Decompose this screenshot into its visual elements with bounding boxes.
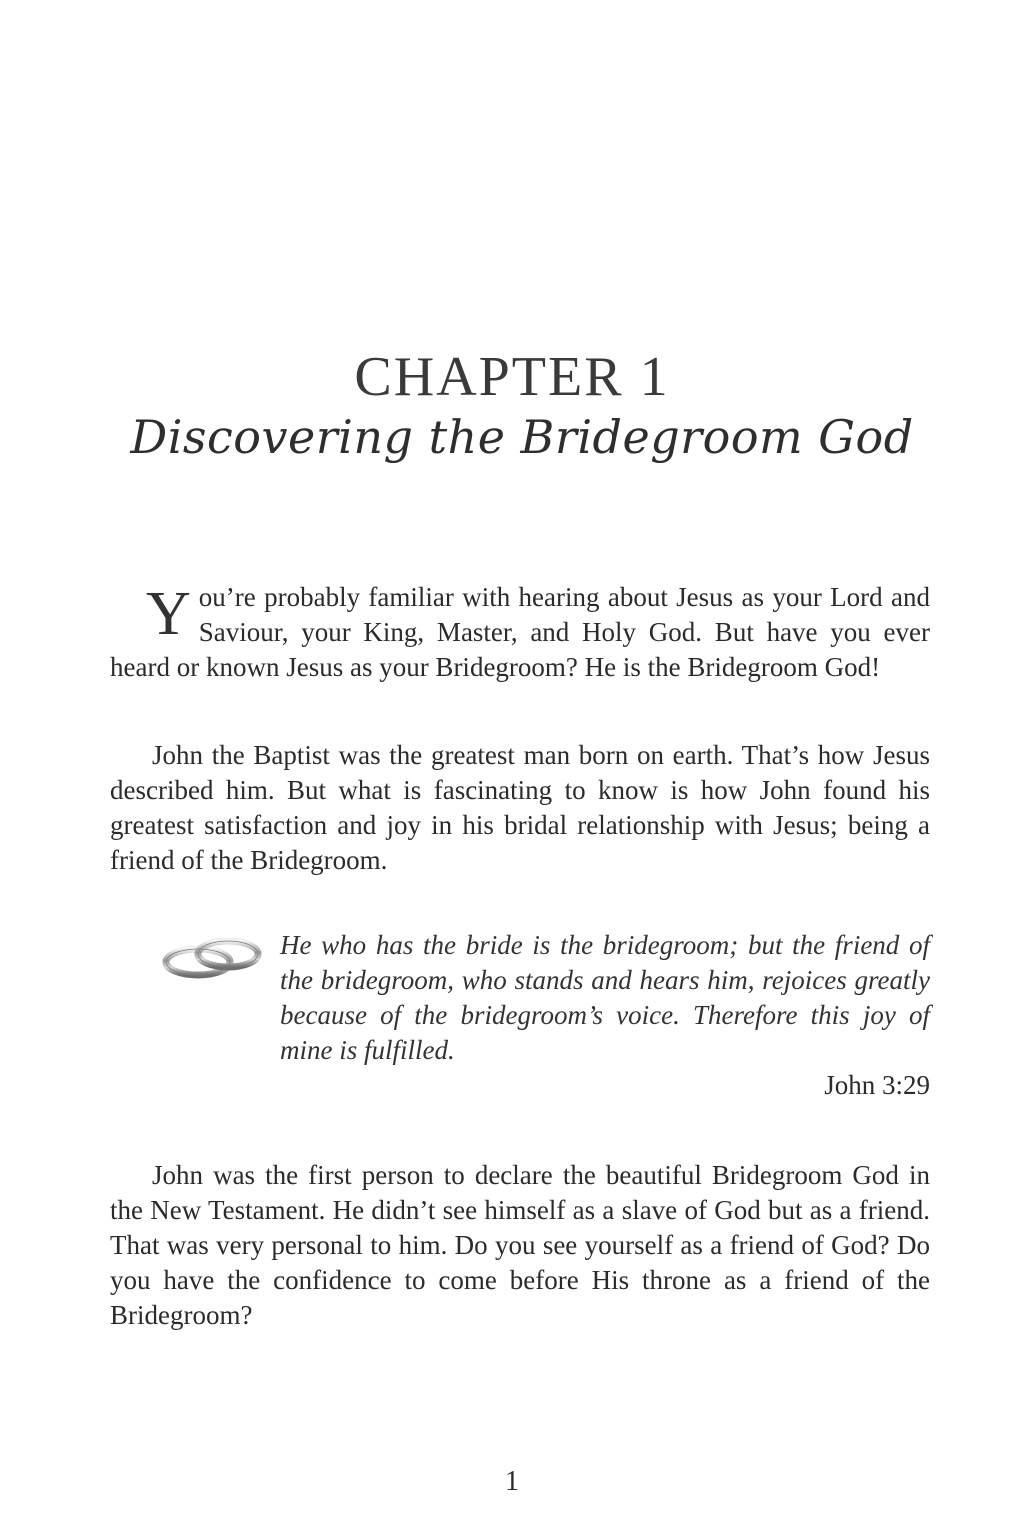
quote-reference: John 3:29 (824, 1070, 930, 1100)
chapter-title: Discovering the Bridegroom God (130, 410, 914, 464)
wedding-rings-icon (160, 932, 266, 982)
quote-text: He who has the bride is the bridegroom; but the friend of the bridegroom, who stands and hears him, rejoices greatly because of the bridegroom’s voice. Therefore this joy of mine is fulfilled. (280, 930, 930, 1065)
paragraph-intro (110, 580, 930, 685)
paragraph-intro-text: ou’re probably familiar with hearing about Jesus as your Lord and Saviour, your King, Master, and Holy God. But have you ever heard or known Jesus as your Bridegroom? He is the Bridegroom God! (110, 582, 930, 682)
chapter-number: CHAPTER 1 (354, 346, 670, 408)
drop-cap: Y (146, 580, 191, 648)
page-number: 1 (505, 1466, 519, 1497)
paragraph-john-baptist: John the Baptist was the greatest man born on earth. That’s how Jesus described him. But what is fascinating to know is how John found his greatest satisfaction and joy in his bridal relationship with Jesus; being a friend of the Bridegroom. (110, 740, 930, 875)
paragraph-first-person: John was the first person to declare the beautiful Bridegroom God in the New Testament. He didn’t see himself as a slave of God but as a friend. That was very personal to him. Do you see yourself as a friend of God? Do you have the confidence to come before His throne as a friend of the Bridegroom? (110, 1160, 930, 1330)
